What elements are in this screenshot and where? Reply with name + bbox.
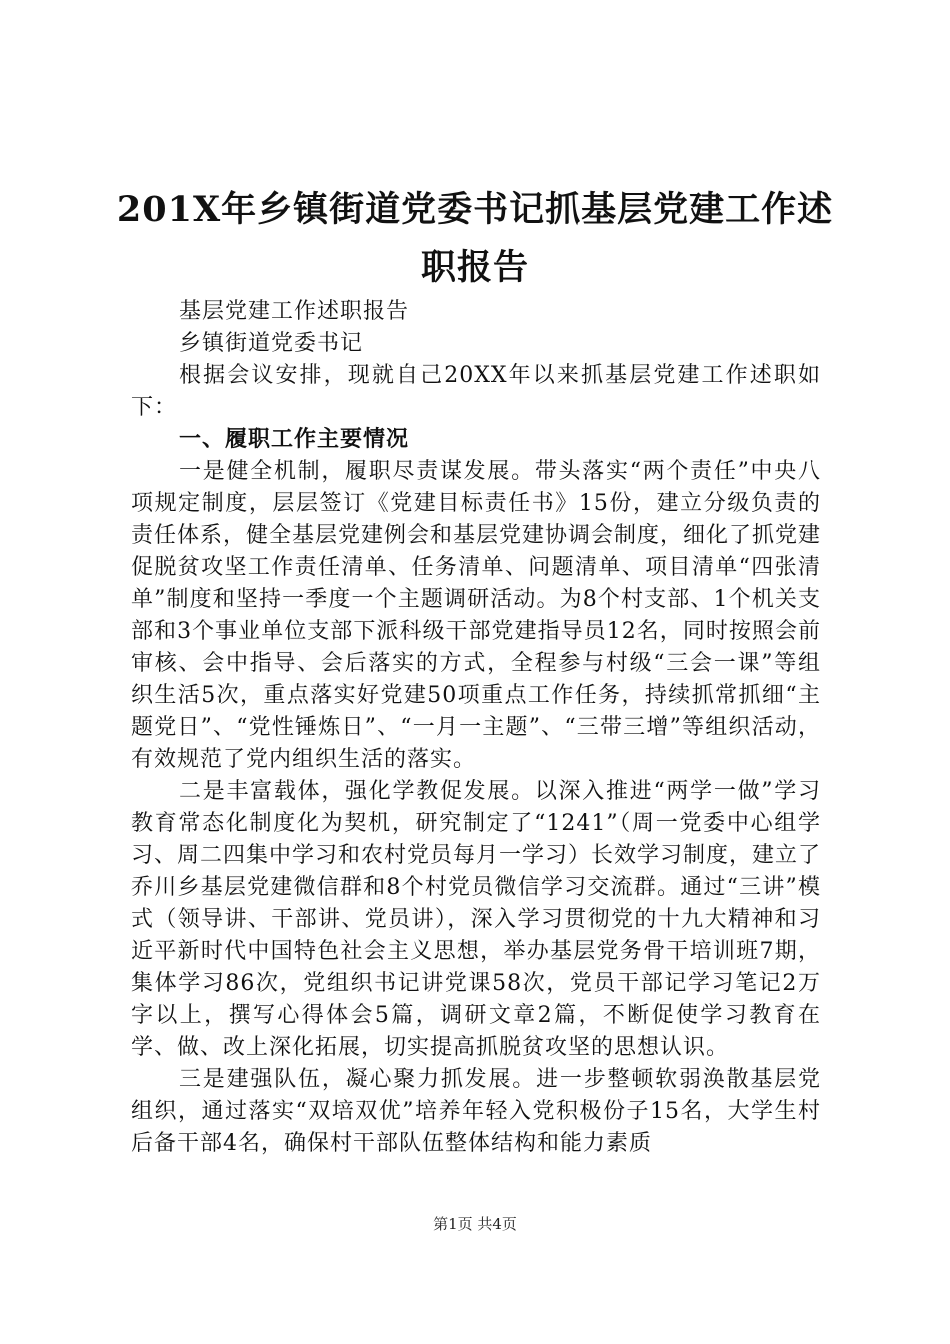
section-heading: 一、履职工作主要情况 (179, 427, 410, 452)
author-paragraph: 乡镇街道党委书记 (179, 331, 364, 356)
intro-paragraph: 根据会议安排，现就自己20XX年以来抓基层党建工作述职如下： (131, 363, 821, 420)
body-paragraph: 三是建强队伍，凝心聚力抓发展。进一步整顿软弱涣散基层党组织，通过落实“双培双优”培养年轻入党积极份子15名，大学生村后备干部4名，确保村干部队伍整体结构和能力素质 (131, 1067, 821, 1156)
body-paragraph: 二是丰富载体，强化学教促发展。以深入推进“两学一做”学习教育常态化制度化为契机，研究制定了“1241”（周一党委中心组学习、周二四集中学习和农村党员每月一学习）长效学习制度，建立了乔川乡基层党建微信群和8个村党员微信学习交流群。通过“三讲”模式（领导讲、干部讲、党员讲），深入学习贯彻党的十九大精神和习近平新时代中国特色社会主义思想，举办基层党务骨干培训班7期，集体学习86次，党组织书记讲党课58次，党员干部记学习笔记2万字以上，撰写心得体会5篇，调研文章2篇，不断促使学习教育在学、做、改上深化拓展，切实提高抓脱贫攻坚的思想认识。 (131, 779, 822, 1060)
page-number-footer: 第1页 共4页 (433, 1215, 517, 1233)
document-body (131, 296, 821, 1160)
document-title-line-2: 职报告 (420, 247, 529, 288)
document-title-line-1: 201X年乡镇街道党委书记抓基层党建工作述 (116, 189, 834, 230)
subtitle-paragraph: 基层党建工作述职报告 (179, 299, 410, 324)
body-paragraph: 一是健全机制，履职尽责谋发展。带头落实“两个责任”中央八项规定制度，层层签订《党建目标责任书》15份，建立分级负责的责任体系，健全基层党建例会和基层党建协调会制度，细化了抓党建促脱贫攻坚工作责任清单、任务清单、问题清单、项目清单“四张清单”制度和坚持一季度一个主题调研活动。为8个村支部、1个机关支部和3个事业单位支部下派科级干部党建指导员12名，同时按照会前审核、会中指导、会后落实的方式，全程参与村级“三会一课”等组织生活5次，重点落实好党建50项重点工作任务，持续抓常抓细“主题党日”、“党性锤炼日”、“一月一主题”、“三带三增”等组织活动，有效规范了党内组织生活的落实。 (131, 459, 822, 772)
